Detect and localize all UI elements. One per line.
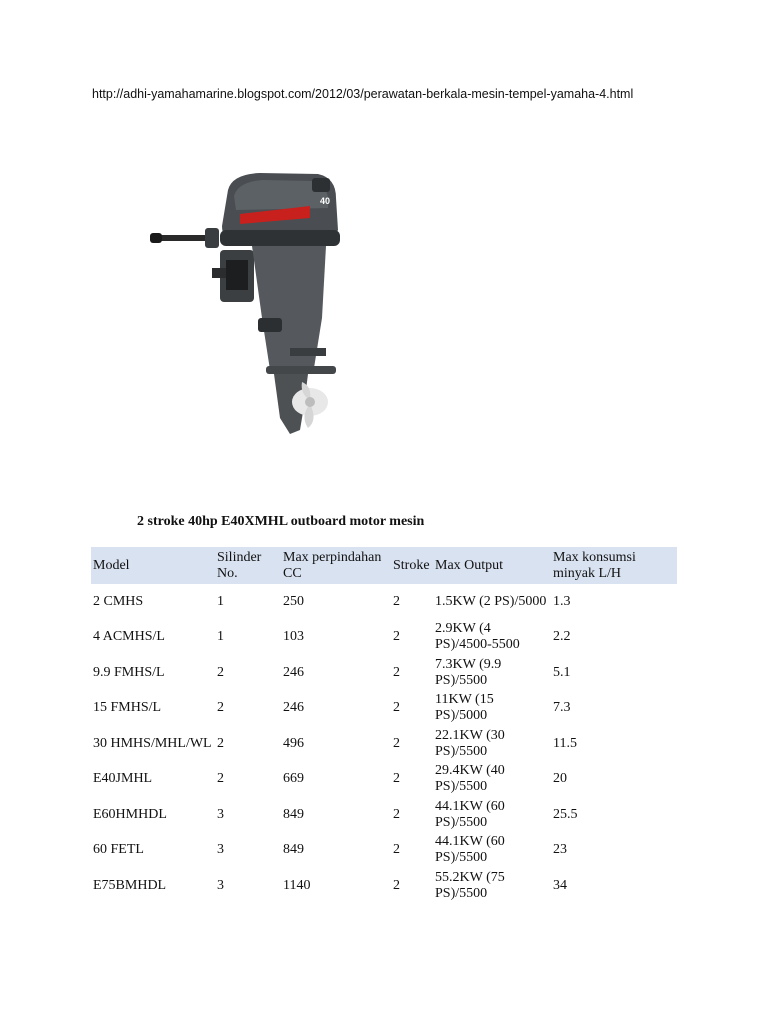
cell-stroke: 2 — [393, 664, 400, 680]
cell-silinder: 1 — [217, 593, 224, 609]
cell-konsumsi: 2.2 — [553, 629, 571, 645]
cell-silinder: 3 — [217, 877, 224, 893]
cell-output: 44.1KW (60 PS)/5500 — [435, 798, 505, 830]
cell-cc: 849 — [283, 842, 304, 858]
cell-model: 60 FETL — [93, 842, 144, 858]
cell-model: 9.9 FMHS/L — [93, 664, 165, 680]
cell-model: E40JMHL — [93, 771, 153, 787]
cell-cc: 496 — [283, 735, 304, 751]
cell-konsumsi: 23 — [553, 842, 567, 858]
cell-silinder: 2 — [217, 771, 224, 787]
cell-silinder: 1 — [217, 629, 224, 645]
cell-output: 1.5KW (2 PS)/5000 — [435, 593, 547, 609]
table-row — [91, 726, 677, 762]
cell-model: E75BMHDL — [93, 877, 167, 893]
table-row — [91, 584, 677, 620]
cell-konsumsi: 25.5 — [553, 806, 578, 822]
cell-model: E60HMHDL — [93, 806, 167, 822]
header-perpindahan: Max perpindahan CC — [281, 547, 391, 584]
table-row — [91, 620, 677, 656]
header-konsumsi: Max konsumsi minyak L/H — [551, 547, 677, 584]
cowling-badge: 40 — [320, 196, 331, 206]
cell-silinder: 3 — [217, 806, 224, 822]
cell-silinder: 3 — [217, 842, 224, 858]
cell-stroke: 2 — [393, 806, 400, 822]
table-header-row — [91, 547, 677, 584]
cell-model: 2 CMHS — [93, 593, 144, 609]
cell-cc: 250 — [283, 593, 304, 609]
cell-konsumsi: 7.3 — [553, 700, 571, 716]
cell-model: 15 FMHS/L — [93, 700, 162, 716]
cell-output: 44.1KW (60 PS)/5500 — [435, 834, 505, 866]
source-url[interactable]: http://adhi-yamahamarine.blogspot.com/2012/03/perawatan-berkala-mesin-tempel-yamaha-4.html — [92, 87, 634, 101]
header-output: Max Output — [433, 547, 551, 584]
cell-cc: 246 — [283, 664, 304, 680]
outboard-motor-image — [150, 168, 345, 438]
cell-cc: 103 — [283, 629, 304, 645]
cell-stroke: 2 — [393, 877, 400, 893]
cell-konsumsi: 34 — [553, 877, 567, 893]
cell-output: 29.4KW (40 PS)/5500 — [435, 763, 505, 795]
cell-stroke: 2 — [393, 593, 400, 609]
cell-cc: 669 — [283, 771, 304, 787]
cell-stroke: 2 — [393, 700, 400, 716]
cell-cc: 246 — [283, 700, 304, 716]
table-row — [91, 868, 677, 904]
cell-model: 30 HMHS/MHL/WL — [93, 735, 212, 751]
cell-konsumsi: 5.1 — [553, 664, 571, 680]
cell-konsumsi: 1.3 — [553, 593, 571, 609]
header-model: Model — [91, 547, 215, 584]
cell-output: 11KW (15 PS)/5000 — [435, 692, 494, 724]
cell-stroke: 2 — [393, 629, 400, 645]
cell-konsumsi: 11.5 — [553, 735, 577, 751]
cell-konsumsi: 20 — [553, 771, 567, 787]
table-row — [91, 655, 677, 691]
cell-silinder: 2 — [217, 700, 224, 716]
table-row — [91, 691, 677, 727]
cell-silinder: 2 — [217, 664, 224, 680]
cell-output: 2.9KW (4 PS)/4500-5500 — [435, 621, 520, 653]
cell-stroke: 2 — [393, 735, 400, 751]
cell-stroke: 2 — [393, 771, 400, 787]
table-caption: 2 stroke 40hp E40XMHL outboard motor mesin — [137, 514, 425, 529]
cell-output: 55.2KW (75 PS)/5500 — [435, 869, 505, 901]
cell-output: 7.3KW (9.9 PS)/5500 — [435, 656, 502, 688]
header-stroke: Stroke — [391, 547, 433, 584]
header-silinder: Silinder No. — [215, 547, 281, 584]
cell-stroke: 2 — [393, 842, 400, 858]
table-row — [91, 797, 677, 833]
cell-output: 22.1KW (30 PS)/5500 — [435, 727, 505, 759]
table-row — [91, 762, 677, 798]
spec-table — [91, 547, 677, 904]
cell-silinder: 2 — [217, 735, 224, 751]
cell-model: 4 ACMHS/L — [93, 629, 165, 645]
table-row — [91, 833, 677, 869]
cell-cc: 849 — [283, 806, 304, 822]
cell-cc: 1140 — [283, 877, 311, 893]
